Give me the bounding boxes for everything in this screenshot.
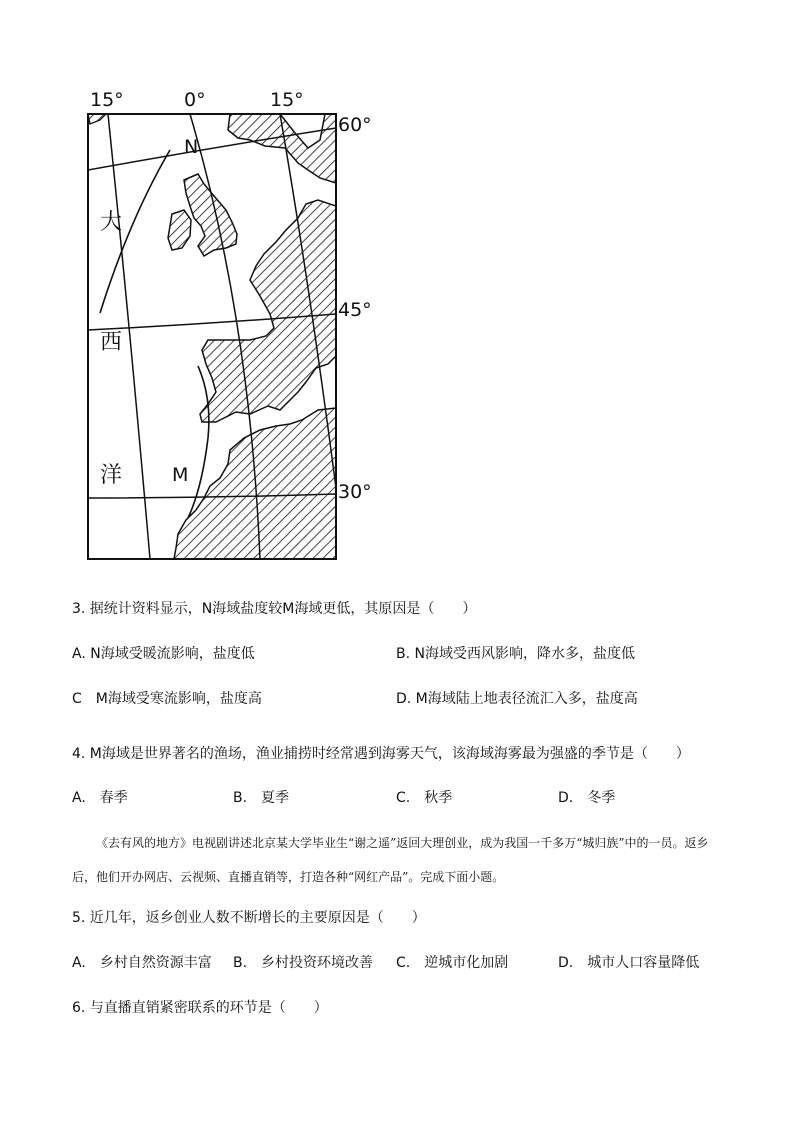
q5-option-d: D. 城市人口容量降低	[558, 955, 700, 971]
ocean-char-da: 大	[100, 210, 123, 235]
q4-option-c: C. 秋季	[396, 790, 453, 806]
q3-option-d: D. M海域陆上地表径流汇入多，盐度高	[396, 691, 638, 707]
region-label-n: N	[184, 136, 199, 158]
q3-stem: 3. 据统计资料显示，N海域盐度较M海域更低，其原因是（ ）	[72, 601, 477, 617]
lon-label-15e: 15°	[270, 89, 304, 111]
lon-label-0: 0°	[184, 89, 206, 111]
q4-option-d: D. 冬季	[558, 790, 616, 806]
q3-option-b: B. N海域受西风影响，降水多，盐度低	[396, 646, 635, 662]
passage-text: 《去有风的地方》电视剧讲述北京某大学毕业生“谢之遥”返回大理创业，成为我国一千多万“城归族”中的一员。返乡后，他们开办网店、云视频、直播直销等，打造各种“网红产品”。完成下面小题。	[72, 836, 709, 884]
lon-label-15w: 15°	[90, 89, 124, 111]
q5-stem: 5. 近几年，返乡创业人数不断增长的主要原因是（ ）	[72, 910, 426, 926]
map-figure	[80, 88, 390, 568]
lat-label-60: 60°	[338, 114, 372, 136]
q5-option-b: B. 乡村投资环境改善	[233, 955, 374, 971]
q5-option-c: C. 逆城市化加剧	[396, 955, 509, 971]
q4-stem: 4. M海域是世界著名的渔场，渔业捕捞时经常遇到海雾天气，该海域海雾最为强盛的季节是（ ）	[72, 746, 690, 762]
q6-stem: 6. 与直播直销紧密联系的环节是（ ）	[72, 1000, 328, 1016]
lat-label-30: 30°	[338, 481, 372, 503]
region-label-m: M	[172, 464, 189, 486]
ocean-char-yang: 洋	[100, 463, 123, 488]
land-britain	[184, 174, 237, 256]
land-ireland	[168, 210, 191, 250]
q5-option-a: A. 乡村自然资源丰富	[72, 955, 212, 971]
lat-label-45: 45°	[338, 299, 372, 321]
ocean-char-xi: 西	[100, 330, 123, 355]
q3-option-c: C M海域受寒流影响，盐度高	[72, 691, 262, 707]
q4-option-b: B. 夏季	[233, 790, 290, 806]
q4-option-a: A. 春季	[72, 790, 128, 806]
land-corner	[88, 114, 106, 124]
q3-option-a: A. N海域受暖流影响，盐度低	[72, 646, 255, 662]
